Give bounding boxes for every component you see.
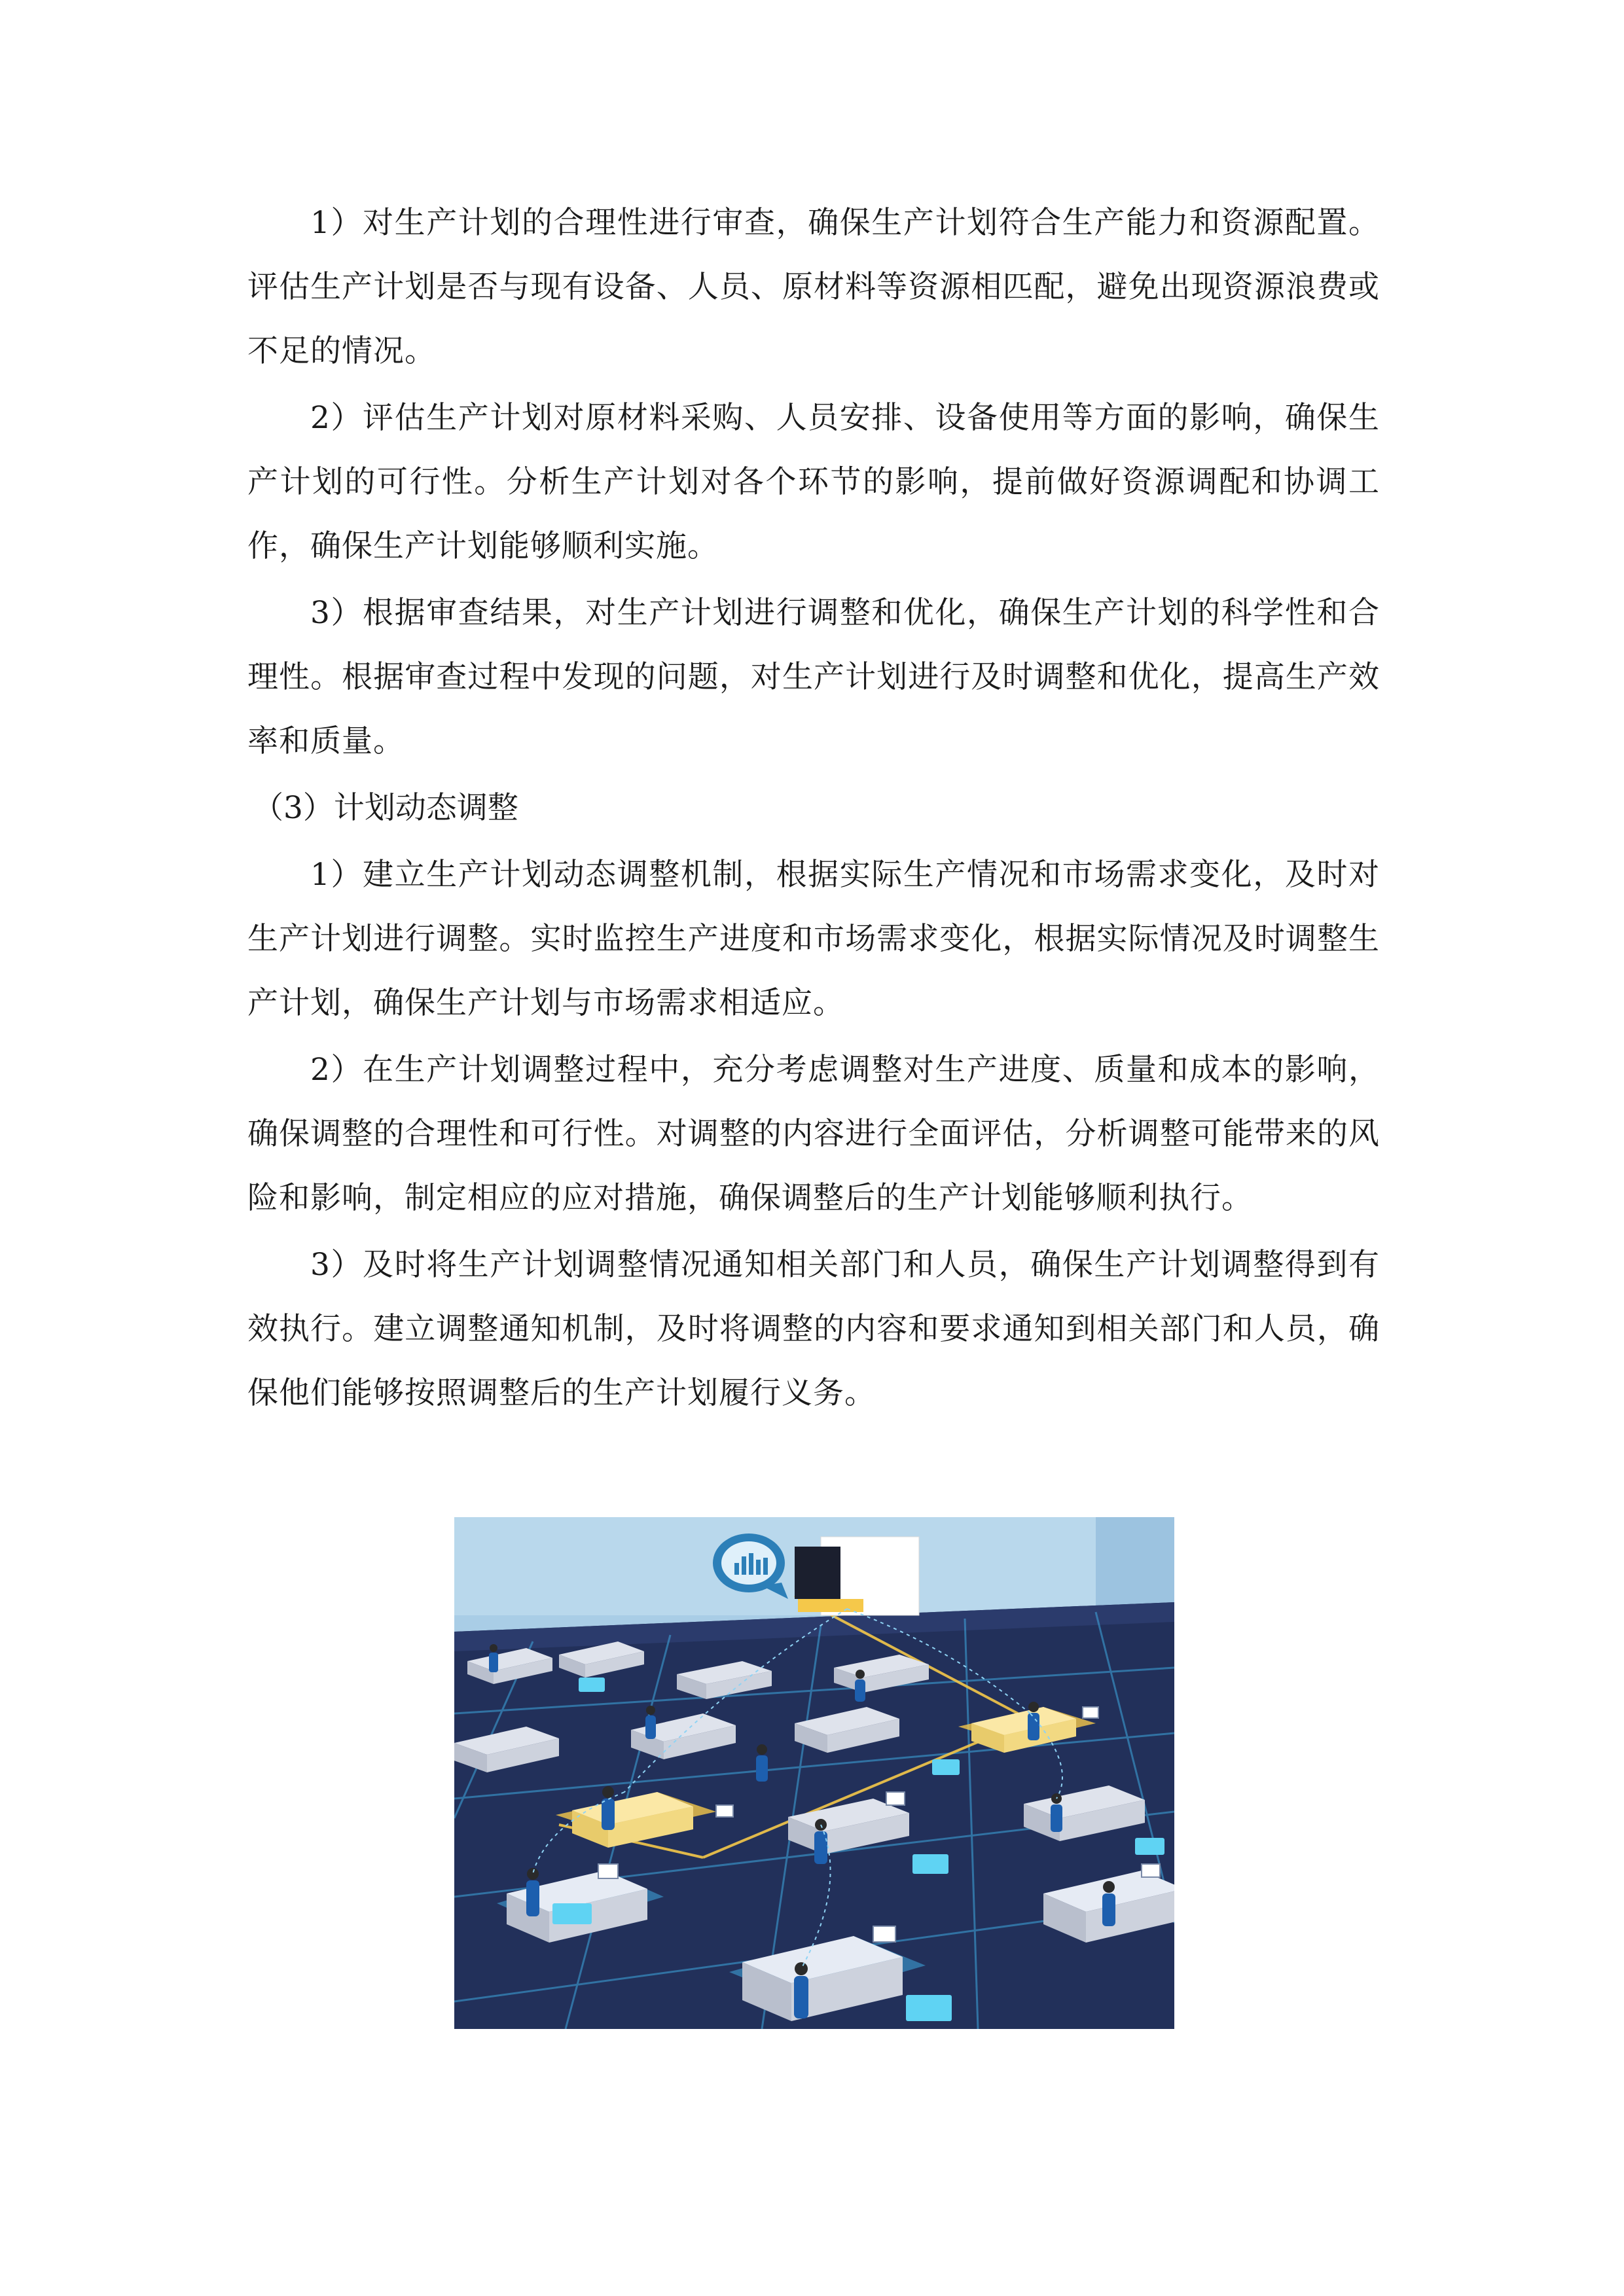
monitor [598,1864,618,1878]
section-heading: （3）计划动态调整 [253,790,518,826]
paragraph-5: 2）在生产计划调整过程中，充分考虑调整对生产进度、质量和成本的影响，确保调整的合理性和可行性。对调整的内容进行全面评估，分析调整可能带来的风险和影响，制定相应的应对措施，确保调整后的生产计划能够顺利执行。 [247,1052,1380,1216]
worker-figure [855,1670,865,1702]
monitor [873,1926,895,1942]
monitor [886,1792,905,1805]
body-text [247,191,1380,1428]
control-desk [798,1599,863,1612]
server-rack [795,1547,840,1599]
worker-figure [645,1706,656,1739]
factory-illustration [454,1517,1174,2029]
worker-figure [1028,1702,1039,1740]
worker-figure [526,1868,539,1916]
factory-illustration-svg [454,1517,1174,2029]
monitor [1142,1864,1160,1877]
monitor [716,1805,733,1817]
worker-figure [794,1962,808,2018]
worker-figure [602,1786,615,1830]
monitor [1083,1707,1098,1718]
paragraph-3: 3）根据审查结果，对生产计划进行调整和优化，确保生产计划的科学性和合理性。根据审查过程中发现的问题，对生产计划进行及时调整和优化，提高生产效率和质量。 [247,595,1380,759]
paragraph-6: 3）及时将生产计划调整情况通知相关部门和人员，确保生产计划调整得到有效执行。建立调整通知机制，及时将调整的内容和要求通知到相关部门和人员，确保他们能够按照调整后的生产计划履行义务。 [247,1247,1380,1411]
worker-figure [489,1644,498,1672]
paragraph-4: 1）建立生产计划动态调整机制，根据实际生产情况和市场需求变化，及时对生产计划进行调整。实时监控生产进度和市场需求变化，根据实际情况及时调整生产计划，确保生产计划与市场需求相适应。 [247,857,1380,1021]
worker-figure [1102,1881,1115,1926]
worker-figure [756,1744,768,1782]
worker-figure [1051,1793,1062,1832]
paragraph-1: 1）对生产计划的合理性进行审查，确保生产计划符合生产能力和资源配置。评估生产计划是否与现有设备、人员、原材料等资源相匹配，避免出现资源浪费或不足的情况。 [247,205,1380,369]
paragraph-2: 2）评估生产计划对原材料采购、人员安排、设备使用等方面的影响，确保生产计划的可行性。分析生产计划对各个环节的影响，提前做好资源调配和协调工作，确保生产计划能够顺利实施。 [247,400,1380,564]
